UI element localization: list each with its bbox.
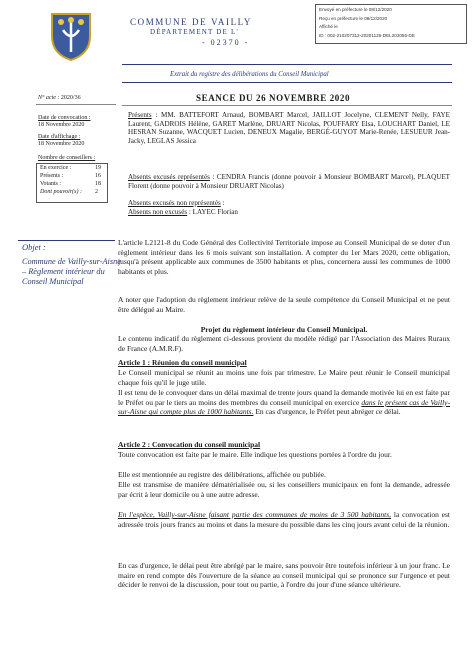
header-rule [122,64,452,65]
meta-divider [36,104,116,105]
count-in-office-label: En exercice : [40,165,72,171]
stamp-posted: Affiché le [319,24,338,29]
nombre-label: Nombre de conseillers : [38,155,96,161]
extract-title: Extrait du registre des délibérations du Conseil Municipal [170,71,329,78]
intro-note: A noter que l'adoption du règlement intérieur relève de la seule compétence du Conseil Municipal et ne peut être délégué au Maire. [118,295,450,314]
article-2-p4: En l'espèce, Vailly-sur-Aisne faisant partie des communes de moins de 3 500 habitants, la convocation est adressée trois jours francs au moins et dans la mesure du possible dans les cinq jours avant celui de la réunion. [118,510,450,529]
objet-label: Objet : [22,242,46,252]
objet-text: Commune de Vailly-sur-Aisne – Règlement intérieur du Conseil Municipal [22,257,121,286]
presents-list: Présents : MM. BATTEFORT Arnaud, BOMBART Marcel, JAILLOT Jocelyne, CLEMENT Nelly, FAYE Laurent, GADROIS Hélène, GARET Marlène, DRUART Nicolas, POUFFARY Elsa, LOUCHART Daniel, LE HESRAN Suzanne, WACQUET Lucien, DENEUX Magalie, BERGÉ-GUYOT Marie-Renée, LESUEUR Jean-Jacky, LEGLAS Jessica [128,111,450,145]
convocation-date: Date de convocation : 18 Novembre 2020 [38,115,91,128]
acte-number: N° acte : 2020/36 [38,95,81,101]
intro-paragraph: L'article L2121-8 du Code Général des Collectivité Territoriale impose au Conseil Municipal de se doter d'un règlement intérieur dans les 6 mois suivant son installation. A compter du 1er Mars 2020, cette obligation, jusqu'à présent applicable aux communes de 3500 habitants et plus, concernera aussi les communes de 1000 habitants et plus. [118,238,450,276]
postcode: - 02370 - [202,38,250,47]
projet-text: Le contenu indicatif du règlement ci-dessous provient du modèle rédigé par l'Association des Maires Ruraux de France (A.M.R.F). [118,334,450,353]
header-rule-2 [122,82,452,83]
stamp-received: Reçu en préfecture le 08/12/2020 [319,15,388,21]
projet-title: Projet du règlement intérieur du Conseil Municipal. [200,325,368,334]
count-voters-label: Votants : [40,181,62,187]
count-present-label: Présents : [40,173,64,179]
stamp-sent: Envoyé en préfecture le 08/12/2020 [319,7,392,12]
article-1-p1: Le Conseil municipal se réunit au moins une fois par trimestre. Le Maire peut réunir le Conseil municipal chaque fois qu'il le juge utile. [118,368,450,387]
article-2-p1: Toute convocation est faite par le maire. Elle indique les questions portées à l'ordre du jour. [118,450,392,459]
absents-not-excused: Absents non excusés : LAYEC Florian [128,208,238,216]
absents-excused-not-represented: Absents excusés non représentés : [128,199,225,207]
count-proxies: 2 [95,189,98,195]
count-in-office: 19 [95,165,101,171]
count-proxies-label: Dont pouvoir(s) : [40,189,82,195]
article-2-p2: Elle est mentionnée au registre des délibérations, affichée ou publiée. [118,470,326,479]
commune-crest-logo [50,12,92,62]
article-1-title: Article 1 : Réunion du conseil municipal [118,358,247,367]
prefecture-stamp [315,4,467,44]
absents-excused-represented: Absents excusés représentés : CENDRA Francis (donne pouvoir à Monsieur BOMBART Marcel), PLAQUET Florent (donne pouvoir à Monsieur DRUART Nicolas) [128,173,450,190]
commune-name: COMMUNE DE VAILLY [130,17,252,27]
affichage-date: Date d'affichage : 18 Novembre 2020 [38,134,85,147]
article-1-p2: Il est tenu de le convoquer dans un délai maximal de trente jours quand la demande motivée lui en est faite par le Préfet ou par le tiers au moins des membres du conseil municipal en exercice dans le présent cas de Vailly-sur-Aisne qui compte plus de 1000 habitants. En cas d'urgence, le Préfet peut abréger ce délai. [118,388,450,417]
count-voters: 18 [95,181,101,187]
article-2-p3: Elle est transmise de manière dématérialisée ou, si les conseillers municipaux en font la demande, adressée par écrit à leur domicile ou à une autre adresse. [118,480,450,499]
seance-title: SEANCE DU 26 NOVEMBRE 2020 [196,93,351,103]
count-present: 16 [95,173,101,179]
department-name: DÉPARTEMENT DE L' [150,28,239,36]
article-2-title: Article 2 : Convocation du conseil municipal [118,440,261,449]
stamp-id: ID : 002-210207312-20201126-DEL202056-DE [319,32,415,38]
article-2-p5: En cas d'urgence, le délai peut être abrégé par le maire, sans pouvoir être toutefois inférieur à un jour franc. Le maire en rend compte dès l'ouverture de la séance au conseil municipal qui se prononce sur l'urgence et peut décider le renvoi de la discussion, pour tout ou partie, à l'ordre du jour d'une séance ultérieure. [118,561,450,590]
seance-rule [122,105,452,106]
